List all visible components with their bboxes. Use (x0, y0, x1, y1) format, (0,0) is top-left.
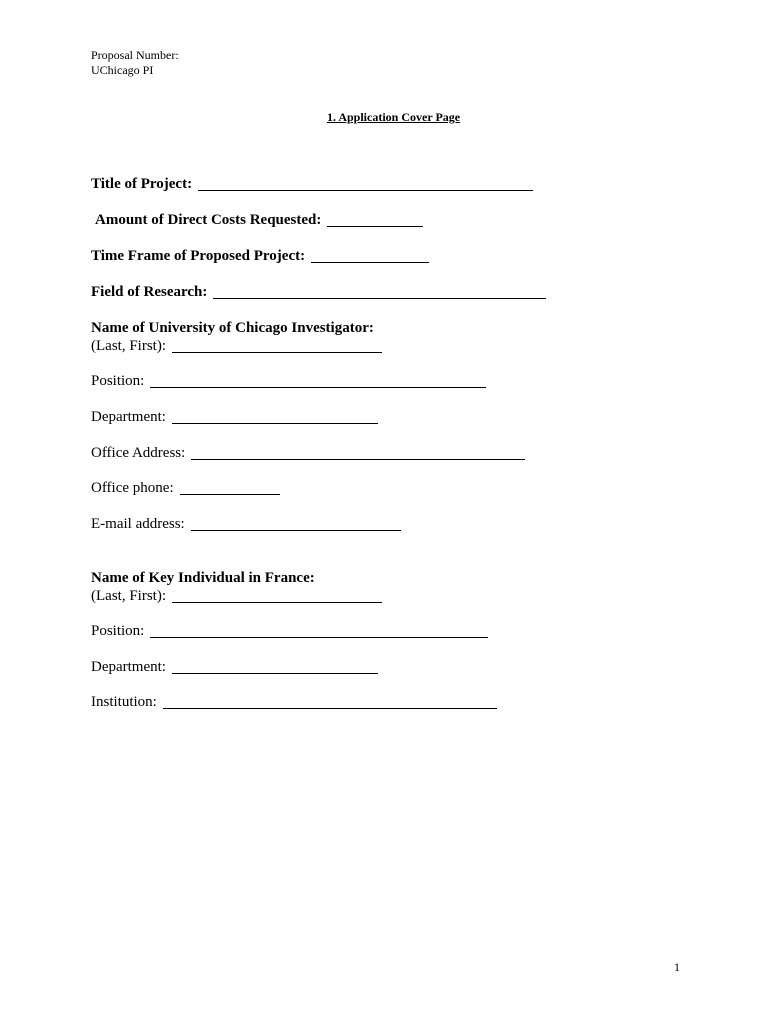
uc-office-address-label: Office Address: (91, 445, 186, 461)
page-number: 1 (674, 960, 680, 974)
france-key-individual-heading: Name of Key Individual in France: (91, 570, 315, 586)
time-frame-label: Time Frame of Proposed Project: (91, 248, 306, 264)
uc-department-field (91, 409, 378, 426)
time-frame-input-line[interactable] (311, 262, 429, 263)
uc-email-field (91, 516, 401, 533)
time-frame-field (91, 248, 429, 265)
uc-position-label: Position: (91, 373, 145, 389)
uc-office-address-input-line[interactable] (191, 459, 525, 460)
uc-last-first-label: (Last, First): (91, 338, 166, 354)
field-of-research-label: Field of Research: (91, 284, 208, 300)
field-of-research-field (91, 284, 546, 301)
field-of-research-input-line[interactable] (213, 298, 546, 299)
uchicago-investigator-heading-row (91, 320, 374, 337)
france-heading-row (91, 570, 315, 587)
uc-office-phone-field (91, 480, 280, 497)
title-of-project-field (91, 176, 533, 193)
uc-email-input-line[interactable] (191, 530, 401, 531)
title-of-project-input-line[interactable] (198, 190, 533, 191)
uc-department-label: Department: (91, 409, 166, 425)
uc-last-first-field (91, 338, 382, 355)
uc-position-field (91, 373, 486, 390)
uc-last-first-input-line[interactable] (172, 352, 382, 353)
fr-department-field (91, 659, 378, 676)
title-of-project-label: Title of Project: (91, 176, 193, 192)
uc-office-address-field (91, 445, 525, 462)
direct-costs-label: Amount of Direct Costs Requested: (95, 212, 322, 228)
fr-department-input-line[interactable] (172, 673, 378, 674)
fr-position-field (91, 623, 488, 640)
fr-institution-label: Institution: (91, 694, 157, 710)
direct-costs-field (95, 212, 423, 229)
uc-department-input-line[interactable] (172, 423, 378, 424)
uchicago-pi-label: UChicago PI (91, 63, 154, 77)
direct-costs-input-line[interactable] (327, 226, 423, 227)
uc-position-input-line[interactable] (150, 387, 486, 388)
fr-last-first-label: (Last, First): (91, 588, 166, 604)
cover-page-title: 1. Application Cover Page (327, 110, 461, 124)
uc-office-phone-label: Office phone: (91, 480, 174, 496)
fr-position-input-line[interactable] (150, 637, 488, 638)
uc-office-phone-input-line[interactable] (180, 494, 280, 495)
fr-institution-input-line[interactable] (163, 708, 497, 709)
fr-institution-field (91, 694, 497, 711)
fr-last-first-input-line[interactable] (172, 602, 382, 603)
fr-department-label: Department: (91, 659, 166, 675)
fr-last-first-field (91, 588, 382, 605)
uchicago-investigator-heading: Name of University of Chicago Investigator: (91, 320, 374, 336)
proposal-number-label: Proposal Number: (91, 48, 179, 62)
fr-position-label: Position: (91, 623, 145, 639)
uc-email-label: E-mail address: (91, 516, 185, 532)
